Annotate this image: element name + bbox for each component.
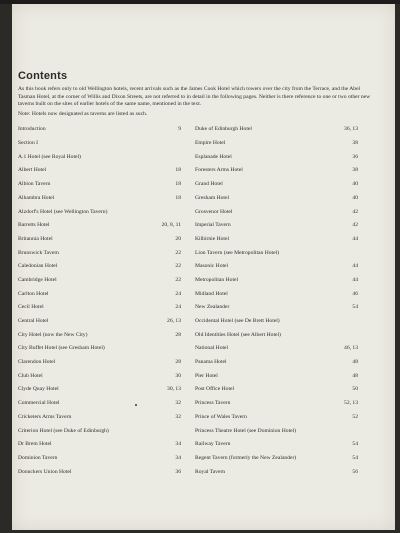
entry-page-number: 9 [178, 126, 181, 133]
contents-entry [18, 318, 181, 332]
entry-page-number: 48 [352, 359, 358, 366]
contents-entry [195, 140, 358, 154]
entry-page-number: 48 [352, 372, 358, 379]
entry-title: Dr Brem Hotel [18, 441, 52, 448]
entry-page-number: 30, 13 [167, 386, 181, 393]
entry-page-number: 34 [175, 454, 181, 461]
entry-title: Imperial Tavern [195, 222, 231, 229]
note-paragraph: Note: Hotels now designated as taverns are listed as such. [18, 110, 148, 117]
entry-title: Cricketers Arms Tavern [18, 413, 72, 420]
contents-entry [18, 414, 181, 428]
contents-entry [18, 126, 181, 140]
entry-page-number: 40 [352, 181, 358, 188]
contents-entry [195, 263, 358, 277]
entry-title: Old Identities Hotel (see Albert Hotel) [195, 331, 281, 338]
entry-title: Regent Tavern (formerly the New Zealander) [195, 454, 297, 461]
entry-page-number: 44 [352, 263, 358, 270]
contents-entry [195, 386, 358, 400]
entry-title: Britannia Hotel [18, 235, 53, 242]
entry-title: Barretts Hotel [18, 222, 50, 229]
entry-title: New Zealander [195, 304, 230, 311]
contents-entry [195, 400, 358, 414]
contents-entry [18, 195, 181, 209]
entry-title: Albion Tavern [18, 181, 51, 188]
contents-entry [195, 222, 358, 236]
entry-page-number: 28 [175, 331, 181, 338]
entry-title: Esplanade Hotel [195, 153, 232, 160]
entry-page-number: 44 [352, 235, 358, 242]
contents-entry [18, 373, 181, 387]
entry-title: Cambridge Hotel [18, 276, 57, 283]
contents-entry [18, 359, 181, 373]
contents-entry [18, 400, 181, 414]
entry-title: Dominion Tavern [18, 454, 58, 461]
entry-page-number: 36 [352, 153, 358, 160]
contents-entry [195, 181, 358, 195]
right-column [195, 126, 358, 482]
entry-title: Railway Tavern [195, 441, 231, 448]
entry-title: Post Office Hotel [195, 386, 235, 393]
entry-title: Cecil Hotel [18, 304, 44, 311]
entry-page-number: 22 [175, 263, 181, 270]
entry-page-number: 44 [352, 276, 358, 283]
contents-entry [18, 250, 181, 264]
entry-page-number: 26, 13 [167, 318, 181, 324]
entry-page-number: 50 [352, 386, 358, 393]
entry-page-number: 18 [175, 167, 181, 174]
entry-page-number: 24 [175, 290, 181, 297]
contents-entry [18, 181, 181, 195]
entry-page-number: 22 [175, 249, 181, 256]
entry-title: Masonic Hotel [195, 263, 229, 270]
contents-entry [18, 455, 181, 469]
contents-entry [18, 291, 181, 305]
entry-page-number: 32 [175, 400, 181, 407]
contents-entry [195, 345, 358, 359]
intro-paragraph: As this book refers only to old Wellington hotels, recent arrivals such as the James Cook Hotel which towers over the city from the Terrace, and the Abel Tasman Hotel, at the corner of Willis and Dixon Streets, are not referred to in detail in the following pages. Neither is there reference to one or two other new taverns built on the sites of earlier hotels of the same name, mentioned in the text. [18, 86, 371, 108]
entry-page-number: 28 [175, 359, 181, 366]
entry-title: Kilbirnie Hotel [195, 235, 230, 242]
entry-page-number: 38 [352, 140, 358, 147]
entry-title: Grosvenor Hotel [195, 208, 233, 215]
contents-entry [195, 332, 358, 346]
entry-title: Pier Hotel [195, 372, 218, 379]
entry-title: City Hotel (now the New City) [18, 331, 88, 338]
contents-entry [195, 236, 358, 250]
entry-page-number: 54 [352, 441, 358, 448]
entry-title: Caledonian Hotel [18, 263, 58, 270]
entry-title: Duke of Edinburgh Hotel [195, 126, 252, 133]
entry-page-number: 36 [175, 468, 181, 475]
contents-entry [195, 209, 358, 223]
entry-title: National Hotel [195, 345, 229, 352]
contents-table [17, 126, 372, 506]
entry-title: Clarendon Hotel [18, 359, 56, 366]
entry-page-number: 56 [352, 468, 358, 475]
entry-title: A.1 Hotel (see Royal Hotel) [18, 153, 81, 160]
contents-entry [18, 469, 181, 483]
entry-title: Panama Hotel [195, 359, 227, 366]
entry-page-number: 42 [352, 222, 358, 229]
contents-entry [18, 263, 181, 277]
entry-page-number: 46, 13 [344, 345, 358, 352]
contents-entry [195, 250, 358, 264]
contents-entry [195, 318, 358, 332]
entry-page-number: 20, 8, 11 [161, 222, 181, 229]
contents-entry [195, 441, 358, 455]
contents-entry [195, 195, 358, 209]
entry-title: Gresham Hotel [195, 194, 230, 201]
contents-entry [195, 126, 358, 140]
contents-entry [195, 373, 358, 387]
entry-page-number: 52, 13 [344, 400, 358, 407]
entry-title: Prince of Wales Tavern [195, 413, 247, 420]
entry-title: Criterion Hotel (see Duke of Edinburgh) [18, 427, 109, 434]
entry-title: Metropolitan Hotel [195, 276, 239, 283]
entry-title: Central Hotel [18, 318, 49, 324]
contents-entry [195, 167, 358, 181]
entry-page-number: 34 [175, 441, 181, 448]
entry-page-number: 52 [352, 413, 358, 420]
entry-title: Grand Hotel [195, 181, 223, 188]
contents-entry [18, 140, 181, 154]
entry-page-number: 40 [352, 194, 358, 201]
entry-title: Albert Hotel [18, 167, 47, 174]
contents-entry [18, 236, 181, 250]
contents-entry [195, 428, 358, 442]
entry-title: Carlton Hotel [18, 290, 49, 297]
entry-title: Lion Tavern (see Metropolitan Hotel) [195, 249, 280, 256]
entry-title: Clyde Quay Hotel [18, 386, 59, 393]
entry-page-number: 22 [175, 276, 181, 283]
contents-entry [18, 386, 181, 400]
contents-entry [18, 304, 181, 318]
page-title: Contents [18, 70, 68, 82]
entry-title: Club Hotel [18, 372, 43, 379]
entry-page-number: 20 [175, 235, 181, 242]
contents-entry [18, 345, 181, 359]
entry-page-number: 54 [352, 454, 358, 461]
entry-page-number: 38 [352, 167, 358, 174]
entry-page-number: 46 [352, 290, 358, 297]
entry-page-number: 36, 13 [344, 126, 358, 133]
left-column [18, 126, 181, 482]
entry-page-number: 32 [175, 413, 181, 420]
contents-entry [195, 414, 358, 428]
contents-entry [195, 304, 358, 318]
entry-page-number: 18 [175, 194, 181, 201]
contents-entry [18, 209, 181, 223]
entry-page-number: 30 [175, 372, 181, 379]
entry-title: Occidental Hotel (see De Brett Hotel) [195, 318, 280, 324]
contents-entry [195, 359, 358, 373]
entry-page-number: 18 [175, 181, 181, 188]
entry-title: Empire Hotel [195, 140, 226, 147]
contents-entry [18, 332, 181, 346]
entry-title: Commercial Hotel [18, 400, 60, 407]
entry-title: Royal Tavern [195, 468, 226, 475]
entry-title: Midland Hotel [195, 290, 228, 297]
contents-entry [195, 277, 358, 291]
entry-title: Princess Tavern [195, 400, 231, 407]
contents-section [17, 70, 372, 506]
entry-title: Alhambra Hotel [18, 194, 55, 201]
entry-title: Section I [18, 140, 39, 147]
entry-title: Introduction [18, 126, 46, 133]
contents-entry [18, 222, 181, 236]
contents-entry [195, 469, 358, 483]
entry-title: Brunswick Tavern [18, 249, 59, 256]
contents-entry [18, 428, 181, 442]
entry-title: Princess Theatre Hotel (see Dominion Hotel) [195, 427, 297, 434]
entry-title: Alzdorf's Hotel (see Wellington Tavern) [18, 208, 108, 215]
entry-title: Donnckers Union Hotel [18, 468, 72, 475]
contents-entry [195, 291, 358, 305]
contents-entry [18, 441, 181, 455]
contents-entry [195, 455, 358, 469]
entry-title: City Buffet Hotel (see Gresham Hotel) [18, 345, 105, 352]
contents-entry [18, 154, 181, 168]
contents-entry [18, 167, 181, 181]
entry-page-number: 42 [352, 208, 358, 215]
entry-page-number: 54 [352, 304, 358, 311]
entry-title: Foresters Arms Hotel [195, 167, 243, 174]
contents-entry [195, 154, 358, 168]
contents-entry [18, 277, 181, 291]
entry-page-number: 24 [175, 304, 181, 311]
